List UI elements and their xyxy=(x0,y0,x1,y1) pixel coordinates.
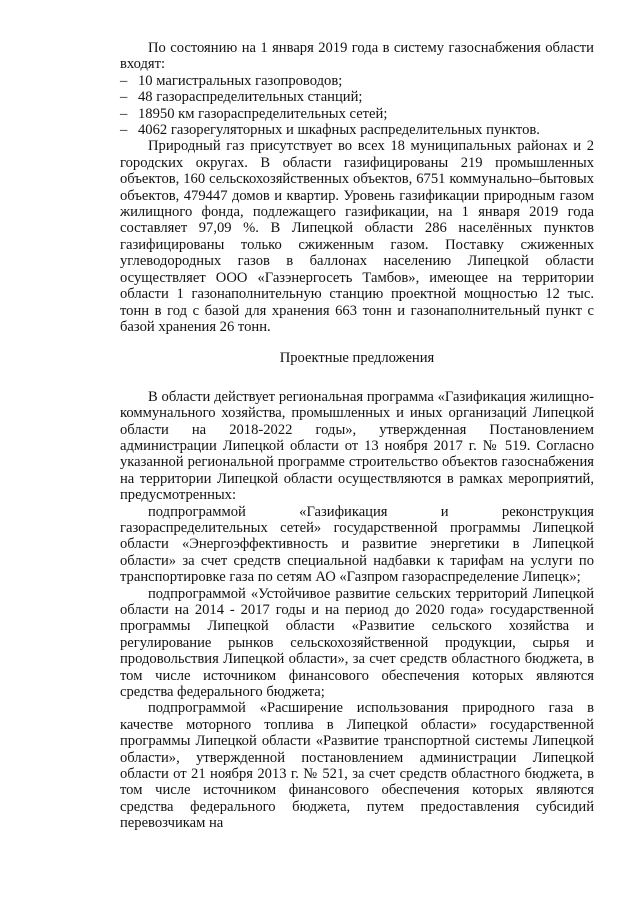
list-dash: – xyxy=(120,72,128,89)
subprogram-paragraph-1: подпрограммой «Газификация и реконструкция газораспределительных сетей» государственной программы Липецкой области «Энергоэффективность и развитие энергетики в Липецкой области» за счет средств специальной надбавки к тарифам на услуги по транспортировке газа по сетям АО «Газпром газораспределение Липецк»; xyxy=(120,503,594,586)
section-title: Проектные предложения xyxy=(279,350,435,367)
document-page xyxy=(120,40,594,832)
list-dash: – xyxy=(120,89,128,106)
list-item xyxy=(120,122,594,138)
list-item-text: 48 газораспределительных станций; xyxy=(138,89,363,106)
list-item-text: 10 магистральных газопроводов; xyxy=(138,72,343,89)
natural-gas-paragraph: Природный газ присутствует во всех 18 муниципальных районах и 2 городских округах. В области газифицированы 219 промышленных объектов, 160 сельскохозяйственных объектов, 6751 коммунально–бытовых объектов, 479447 домов и квартир. Уровень газификации природным газом жилищного фонда, подлежащего газификации, на 1 января 2019 года составляет 97,09 %. В Липецкой области 286 населённых пунктов газифицированы только сжиженным газом. Поставку сжиженных углеводородных газов в баллонах населению Липецкой области осуществляет ООО «Газэнергосеть Тамбов», имеющее на территории области 1 газонаполнительную станцию проектной мощностью 12 тыс. тонн в год с базой для хранения 663 тонн и газонаполнительный пункт с базой хранения 26 тонн. xyxy=(120,138,594,335)
program-paragraph: В области действует региональная программа «Газификация жилищно-коммунального хозяйства, промышленных и иных организаций Липецкой области на 2018-2022 годы», утвержденная Постановлением администрации Липецкой области от 13 ноября 2017 г. № 519. Согласно указанной региональной программе строительство объектов газоснабжения на территории Липецкой области осуществляются в рамках мероприятий, предусмотренных: xyxy=(120,388,594,504)
gas-supply-list xyxy=(120,73,594,139)
list-item xyxy=(120,73,594,89)
list-item-text: 4062 газорегуляторных и шкафных распределительных пунктов. xyxy=(138,122,540,139)
subprogram-paragraph-3: подпрограммой «Расширение использования природного газа в качестве моторного топлива в Липецкой области» государственной программы Липецкой области «Развитие транспортной системы Липецкой области», утвержденной постановлением администрации Липецкой области от 21 ноября 2013 г. № 521, за счет средств областного бюджета, в том числе источником финансового обеспечения которых являются средства федерального бюджета, путем предоставления субсидий перевозчикам на xyxy=(120,700,594,832)
list-item-text: 18950 км газораспределительных сетей; xyxy=(138,105,388,122)
intro-paragraph: По состоянию на 1 января 2019 года в систему газоснабжения области входят: xyxy=(120,40,594,73)
list-dash: – xyxy=(120,105,128,122)
list-item xyxy=(120,106,594,122)
list-dash: – xyxy=(120,122,128,139)
subprogram-paragraph-2: подпрограммой «Устойчивое развитие сельских территорий Липецкой области на 2014 - 2017 годы и на период до 2020 года» государственной программы Липецкой области «Развитие сельского хозяйства и регулирование рынков сельскохозяйственной продукции, сырья и продовольствия Липецкой области», за счет средств областного бюджета, в том числе источником финансового обеспечения которых являются средства федерального бюджета; xyxy=(120,585,594,701)
list-item xyxy=(120,89,594,105)
